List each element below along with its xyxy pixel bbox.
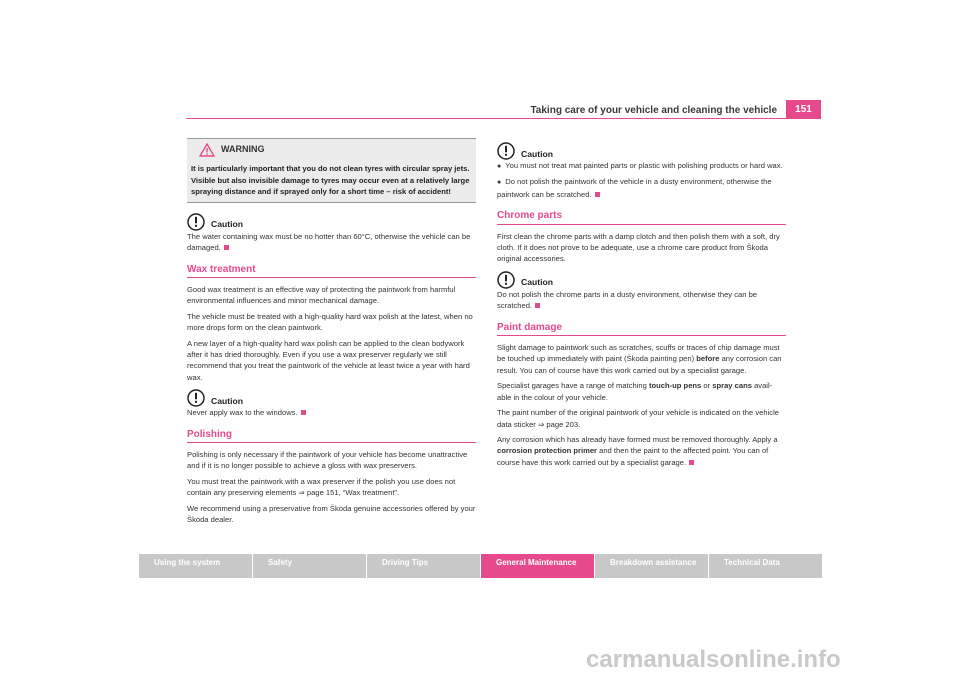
warning-triangle-icon: [199, 143, 215, 157]
paragraph: The paint number of the original paintwork of your vehicle is indicated on the vehicle data sticker ⇒ page 203.: [497, 408, 779, 429]
end-marker: [595, 192, 600, 197]
right-column: [497, 138, 786, 472]
end-marker: [689, 460, 694, 465]
caution-exclamation-icon: [187, 389, 205, 407]
caution-title: Caution: [521, 148, 553, 159]
caution-exclamation-icon: [497, 142, 515, 160]
section-title-wax: Wax treatment: [187, 264, 476, 278]
caution-heading: [497, 269, 786, 289]
bullet-item: ● You must not treat mat painted parts or plastic with polishing products or hard wax.: [497, 161, 783, 170]
header-rule: [186, 118, 786, 119]
section-title-polishing: Polishing: [187, 429, 476, 443]
tab-using-the-system[interactable]: Using the system: [139, 554, 253, 578]
caution-text: Do not polish the chrome parts in a dusty environment, otherwise they can be scratched.: [497, 289, 758, 311]
paragraph: You must treat the paintwork with a wax preserver if the polish you use does not contain any preserving elements ⇒ page 151, “Wax treatment”.: [187, 476, 456, 498]
bullet-dot: ●: [497, 179, 502, 187]
bullet-dot: ●: [497, 163, 502, 170]
section-title-chrome: Chrome parts: [497, 210, 786, 224]
paragraph: Polishing is only necessary if the paintwork of your vehicle has become unattractive and if it is no longer possible to achieve a gloss with wax preservers.: [187, 450, 468, 471]
caution-exclamation-icon: [497, 271, 515, 289]
footer-nav: [139, 554, 822, 578]
warning-title: WARNING: [221, 144, 265, 155]
paragraph: Slight damage to paintwork such as scratches, scuffs or traces of chip damage must be touched up immediately with paint (Škoda painting pen) before any corrosion can result. You can of course have this work carried out by a specialist garage.: [497, 343, 782, 375]
page-header: [0, 0, 960, 120]
caution-title: Caution: [211, 219, 243, 230]
paragraph: A new layer of a high-quality hard wax polish can be applied to the clean bodywork after it has dried thoroughly. Even if you use a wax preserver regularly we still recommend that you treat the paintwork of the vehicle at least twice a year with hard wax.: [187, 338, 470, 382]
paragraph: We recommend using a preservative from Škoda genuine accessories offered by your Škoda dealer.: [187, 503, 476, 525]
paragraph: Specialist garages have a range of matching touch-up pens or spray cans avail- able in the colour of your vehicle.: [497, 381, 773, 402]
caution-heading: [187, 387, 476, 407]
left-column: [187, 138, 476, 530]
caution-heading: [187, 211, 476, 231]
warning-box: [187, 138, 476, 203]
caution-title: Caution: [211, 395, 243, 406]
caution-exclamation-icon: [187, 213, 205, 231]
paragraph: Any corrosion which has already have formed must be removed thoroughly. Apply a corrosion protection primer and then the paint to the affected point. You can of course have this work carried out by a specialist garage.: [497, 434, 778, 467]
caution-text: The water containing wax must be no hotter than 60°C, otherwise the vehicle can be damaged.: [187, 231, 471, 253]
end-marker: [301, 410, 306, 415]
paragraph: Good wax treatment is an effective way of protecting the paintwork from harmful environmental influences and minor mechanical damage.: [187, 285, 456, 306]
paragraph: The vehicle must be treated with a high-quality hard wax polish at the latest, when no more drops form on the clean paintwork.: [187, 311, 473, 333]
tab-safety[interactable]: Safety: [253, 554, 367, 578]
watermark: carmanualsonline.info: [586, 646, 841, 673]
end-marker: [535, 303, 540, 308]
section-title-paint-damage: Paint damage: [497, 322, 786, 336]
tab-general-maintenance[interactable]: General Maintenance: [481, 554, 595, 578]
tab-technical-data[interactable]: Technical Data: [709, 554, 822, 578]
warning-text: It is particularly important that you do not clean tyres with circular spray jets. Visible but also invisible damage to tyres may occur even at a relatively large spraying distance and if sprayed only for a short time – risk of accident!: [191, 164, 470, 197]
caution-heading: [497, 140, 786, 160]
caution-title: Caution: [521, 277, 553, 288]
tab-breakdown-assistance[interactable]: Breakdown assistance: [595, 554, 709, 578]
end-marker: [224, 245, 229, 250]
caution-text: Never apply wax to the windows.: [187, 407, 476, 418]
paragraph: First clean the chrome parts with a damp clotch and then polish them with a soft, dry cloth. If it does not prove to be adequate, use a chrome care product from Škoda original accessories.: [497, 231, 780, 264]
header-title: Taking care of your vehicle and cleaning the vehicle: [530, 105, 777, 116]
bullet-item: ● Do not polish the paintwork of the vehicle in a dusty environment, otherwise the paintwork can be scratched.: [497, 177, 772, 199]
warning-heading: [199, 143, 472, 157]
tab-driving-tips[interactable]: Driving Tips: [367, 554, 481, 578]
page-number: 151: [786, 100, 821, 119]
